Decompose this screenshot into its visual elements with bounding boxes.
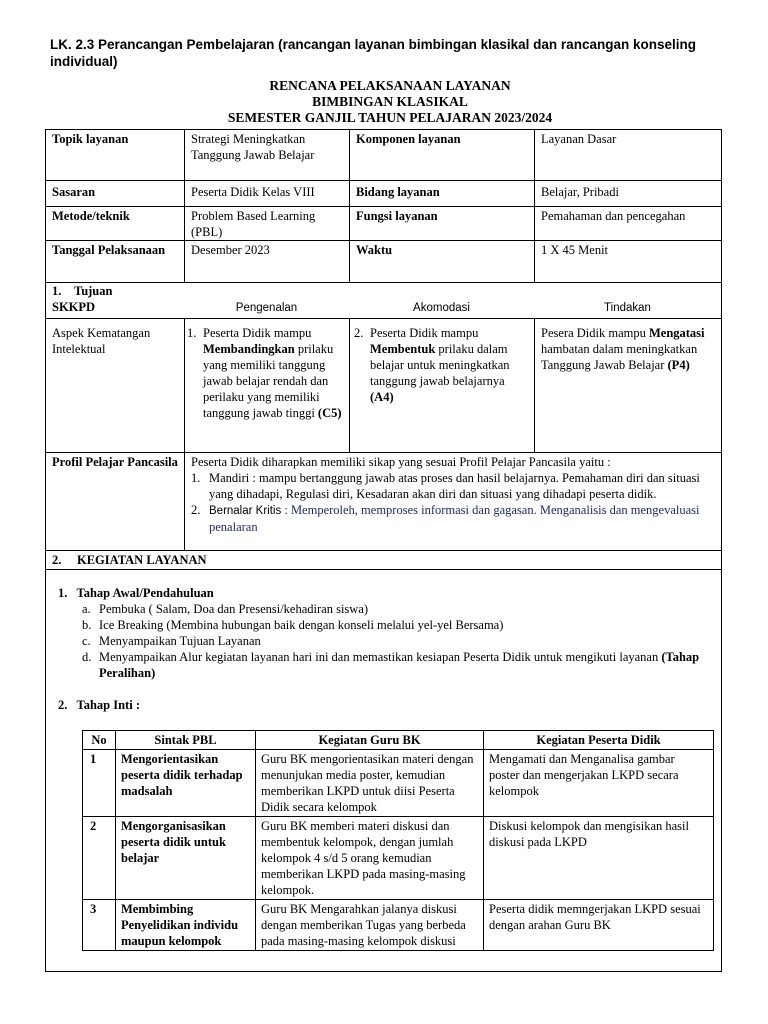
fungsi-label: Fungsi layanan (349, 207, 534, 240)
aspek-label: Aspek Kematangan Intelektual (52, 326, 151, 356)
sasaran-label: Sasaran (52, 185, 96, 199)
akomodasi-cell: 2. Peserta Didik mampu Membentuk prilaku dalam belajar untuk meningkatkan tanggung jawab belajarnya (A4) (349, 319, 534, 452)
tahap-awal-list (58, 601, 708, 681)
profil-item-mandiri: 1. Mandiri : mampu bertanggung jawab atas proses dan hasil belajarnya. Pemahaman diri dan situasi yang dihadapi, Regulasi diri, Kesadaran akan diri dan situasi yang dihadapi peserta didik. (191, 471, 700, 501)
bidang-value: Belajar, Pribadi (534, 181, 721, 206)
plan-table (45, 129, 722, 972)
inti-cell-no: 3 (90, 902, 97, 916)
inti-table-row (83, 900, 713, 950)
inti-cell-sintak: Mengorganisasikan peserta didik untuk belajar (115, 817, 255, 899)
inti-cell-guru: Guru BK memberi materi diskusi dan membentuk kelompok, dengan jumlah kelompok 4 s/d 5 orang kemudian memberikan LKPD pada masing-masing kelompok. (255, 817, 483, 899)
inti-header-cell: Kegiatan Guru BK (255, 731, 483, 749)
fungsi-value: Pemahaman dan pencegahan (534, 207, 721, 240)
inti-cell-sintak: Mengorientasikan peserta didik terhadap madsalah (115, 750, 255, 816)
col-tindakan: Tindakan (604, 302, 651, 314)
skkpd-label: SKKPD (52, 300, 96, 314)
row-kegiatan-heading (46, 551, 721, 570)
document-title: LK. 2.3 Perancangan Pembelajaran (rancangan layanan bimbingan klasikal dan rancangan konseling individual) (50, 37, 696, 69)
row-tujuan-content (46, 319, 721, 453)
row-sasaran (46, 181, 721, 207)
tahap-inti-title: 2. Tahap Inti : (58, 698, 140, 712)
bidang-label: Bidang layanan (349, 181, 534, 206)
profil-item-bernalar: 2. Bernalar Kritis : Memperoleh, memproses informasi dan gagasan. Menganalisis dan mengevaluasi penalaran (191, 503, 700, 534)
inti-cell-guru: Guru BK Mengarahkan jalanya diskusi dengan memberikan Tugas yang berbeda pada masing-masing kelompok diskusi (255, 900, 483, 950)
inti-cell-sintak: Membimbing Penyelidikan individu maupun kelompok (115, 900, 255, 950)
col-akomodasi: Akomodasi (413, 302, 470, 314)
inti-table-row (83, 750, 713, 817)
waktu-label: Waktu (349, 241, 534, 282)
row-profil (46, 453, 721, 551)
row-topik (46, 130, 721, 181)
inti-cell-siswa: Diskusi kelompok dan mengisikan hasil diskusi pada LKPD (483, 817, 713, 899)
tujuan-heading: 1. Tujuan (52, 284, 113, 298)
profil-label: Profil Pelajar Pancasila (52, 455, 178, 469)
kegiatan-heading: 2. KEGIATAN LAYANAN (52, 553, 207, 567)
inti-cell-guru: Guru BK mengorientasikan materi dengan menunjukan media poster, kemudian memberikan LKPD untuk diisi Peserta Didik secara kelompok (255, 750, 483, 816)
metode-label: Metode/teknik (52, 209, 130, 223)
tahap-awal-item: c. Menyampaikan Tujuan Layanan (82, 634, 261, 648)
row-tanggal (46, 241, 721, 283)
tanggal-label: Tanggal Pelaksanaan (52, 243, 166, 257)
komponen-label: Komponen layanan (349, 130, 534, 180)
row-metode (46, 207, 721, 241)
inti-table-row (83, 817, 713, 900)
pengenalan-cell: 1. Peserta Didik mampu Membandingkan prilaku yang memiliki tanggung jawab belajar rendah dan perilaku yang memiliki tanggung jawab tinggi (C5) (184, 319, 349, 452)
tahap-awal-title: 1. Tahap Awal/Pendahuluan (58, 586, 214, 600)
tahap-awal-item: b. Ice Breaking (Membina hubungan baik dengan konseli melalui yel-yel Bersama) (82, 618, 504, 632)
plan-header (50, 78, 730, 126)
inti-cell-no: 1 (90, 752, 97, 766)
topik-label: Topik layanan (52, 132, 129, 146)
inti-header-cell: Kegiatan Peserta Didik (483, 731, 713, 749)
metode-value: Problem Based Learning (PBL) (184, 207, 349, 240)
komponen-value: Layanan Dasar (534, 130, 721, 180)
inti-cell-siswa: Mengamati dan Menganalisa gambar poster dan mengerjakan LKPD secara kelompok (483, 750, 713, 816)
tahap-awal-item: a. Pembuka ( Salam, Doa dan Presensi/kehadiran siswa) (82, 602, 369, 616)
inti-cell-siswa: Peserta didik memngerjakan LKPD sesuai dengan arahan Guru BK (483, 900, 713, 950)
profil-cell (184, 453, 721, 550)
inti-cell-no: 2 (90, 819, 97, 833)
tahap-awal-item: d. Menyampaikan Alur kegiatan layanan hari ini dan memastikan kesiapan Peserta Didik untuk mengikuti layanan (Tahap Peralihan) (82, 650, 700, 680)
inti-header-cell: Sintak PBL (115, 731, 255, 749)
tahap-awal (58, 585, 708, 681)
inti-table (82, 730, 714, 951)
topik-value: Strategi Meningkatkan Tanggung Jawab Belajar (184, 130, 349, 180)
col-pengenalan: Pengenalan (235, 302, 298, 314)
tindakan-cell: Pesera Didik mampu Mengatasi hambatan dalam meningkatkan Tanggung Jawab Belajar (P4) (534, 319, 721, 452)
tanggal-value: Desember 2023 (184, 241, 349, 282)
inti-header-cell: No (91, 733, 107, 747)
profil-intro: Peserta Didik diharapkan memiliki sikap yang sesuai Profil Pelajar Pancasila yaitu : (191, 455, 611, 469)
header-line-2: BIMBINGAN KLASIKAL (312, 94, 468, 109)
header-line-1: RENCANA PELAKSANAAN LAYANAN (269, 78, 511, 93)
header-line-3: SEMESTER GANJIL TAHUN PELAJARAN 2023/2024 (227, 110, 553, 125)
sasaran-value: Peserta Didik Kelas VIII (184, 181, 349, 206)
waktu-value: 1 X 45 Menit (534, 241, 721, 282)
row-tujuan-header (46, 283, 721, 319)
inti-table-header (83, 731, 713, 750)
